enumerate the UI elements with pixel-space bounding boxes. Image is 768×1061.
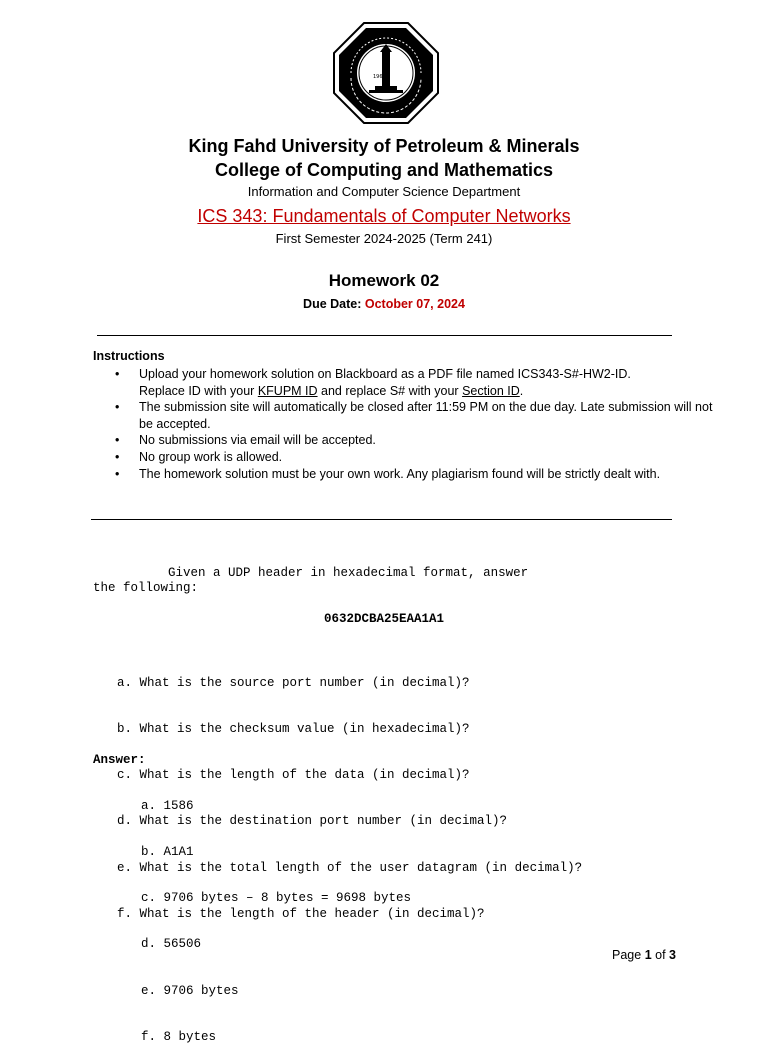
question-item: e. What is the total length of the user datagram (in decimal)? — [117, 860, 583, 875]
due-date-label: Due Date: — [303, 297, 362, 311]
due-date-value: October 07, 2024 — [364, 297, 465, 311]
semester-text: First Semester 2024-2025 (Term 241) — [275, 231, 493, 246]
instructions-list — [93, 366, 729, 482]
question-item: f. What is the length of the header (in decimal)? — [117, 906, 485, 921]
answer-item: d. 56506 — [141, 937, 202, 952]
logo-year: 1963 — [373, 74, 386, 80]
instruction-item: • No group work is allowed. — [139, 449, 729, 466]
question-item: c. What is the length of the data (in decimal)? — [117, 768, 470, 783]
logo-seal-graphic — [333, 22, 439, 124]
question-text: Given a UDP header in hexadecimal format, answer the following: — [93, 566, 529, 596]
university-logo — [333, 22, 439, 124]
department-name: Information and Computer Science Department — [247, 184, 521, 199]
page-number: Page 1 of 3 — [612, 948, 676, 962]
answer-item: e. 9706 bytes — [141, 983, 239, 998]
answer-list — [141, 768, 411, 1061]
divider-bottom — [91, 519, 672, 520]
kfupm-id-text: KFUPM ID — [257, 383, 318, 398]
course-title: ICS 343: Fundamentals of Computer Networks — [197, 206, 571, 226]
question-item: d. What is the destination port number (in decimal)? — [117, 814, 508, 829]
due-date — [0, 296, 768, 312]
college-name: College of Computing and Mathematics — [214, 160, 554, 180]
question-item: a. What is the source port number (in decimal)? — [117, 675, 470, 690]
answer-heading: Answer: — [93, 753, 146, 767]
udp-header-hex: 0632DCBA25EAA1A1 — [323, 612, 445, 626]
answer-item: c. 9706 bytes – 8 bytes = 9698 bytes — [141, 891, 412, 906]
instruction-item: • The submission site will automatically be closed after 11:59 PM on the due day. Late submission will not be accepted. — [139, 399, 729, 432]
instruction-item: • Upload your homework solution on Blackboard as a PDF file named ICS343-S#-HW2-ID. Replace ID with your KFUPM ID and replace S# with your Section ID. — [139, 366, 729, 399]
divider-top — [97, 335, 672, 336]
instruction-item: • The homework solution must be your own work. Any plagiarism found will be strictly dealt with. — [139, 466, 729, 483]
question-item: b. What is the checksum value (in hexadecimal)? — [117, 722, 470, 737]
answer-item: f. 8 bytes — [141, 1029, 217, 1044]
section-id-text: Section ID — [462, 383, 520, 398]
university-name: King Fahd University of Petroleum & Minerals — [188, 136, 580, 156]
answer-item: b. A1A1 — [141, 845, 194, 860]
homework-title: Homework 02 — [328, 271, 440, 290]
answer-item: a. 1586 — [141, 798, 194, 813]
instruction-item: • No submissions via email will be accepted. — [139, 432, 729, 449]
instructions-heading: Instructions — [93, 349, 165, 363]
